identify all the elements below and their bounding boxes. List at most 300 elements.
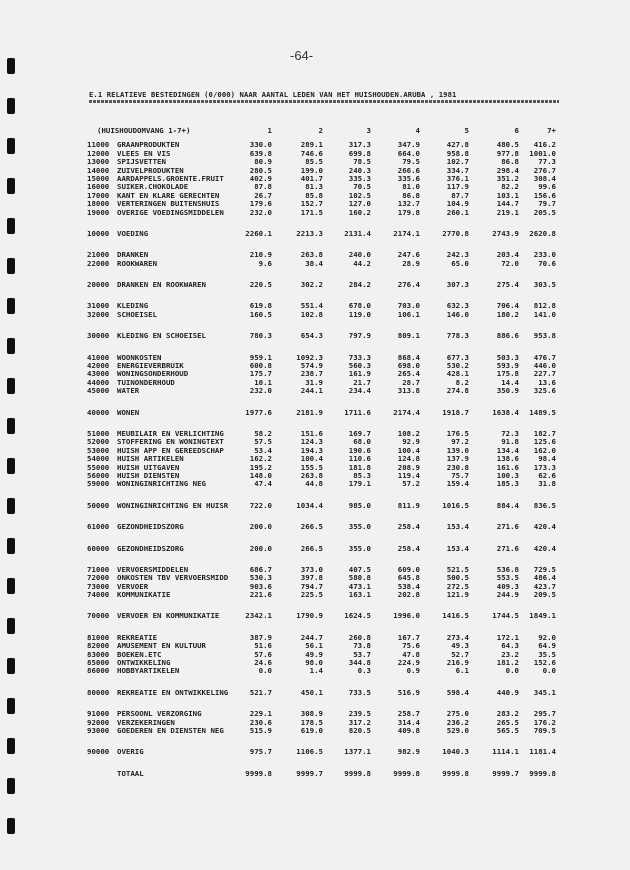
cell-value: 335.3 (348, 173, 371, 183)
cell-value: 224.9 (397, 658, 420, 668)
cell-value: 28.7 (402, 377, 420, 387)
cell-value: 179.8 (397, 207, 420, 217)
cell-value: 167.7 (397, 632, 420, 642)
cell-value: 387.9 (249, 632, 272, 642)
row-label: HUISH DIENSTEN (117, 470, 180, 480)
cell-value: 440.9 (496, 687, 519, 697)
cell-value: 258.4 (397, 522, 420, 532)
cell-value: 722.0 (249, 500, 272, 510)
row-code: 90000 (87, 747, 110, 757)
cell-value: 229.1 (249, 709, 272, 719)
cell-value: 664.0 (397, 148, 420, 158)
cell-value: 314.4 (397, 717, 420, 727)
column-header: 6 (514, 126, 519, 135)
cell-value: 1034.4 (296, 500, 323, 510)
row-code: 41000 (87, 352, 110, 362)
punch-hole-mark (7, 658, 15, 674)
cell-value: 171.5 (300, 207, 323, 217)
cell-value: 161.9 (348, 369, 371, 379)
row-code: 92000 (87, 717, 110, 727)
cell-value: 152.7 (300, 199, 323, 209)
cell-value: 200.0 (249, 543, 272, 553)
cell-value: 108.2 (397, 428, 420, 438)
row-label: GEZONDHEIDSZORG (117, 522, 184, 532)
cell-value: 175.7 (249, 369, 272, 379)
row-group (87, 332, 559, 340)
page-number: -64- (290, 48, 314, 63)
row-label: HUISH UITGAVEN (117, 462, 180, 472)
cell-value: 538.4 (397, 581, 420, 591)
cell-value: 263.8 (300, 470, 323, 480)
cell-value: 958.8 (446, 148, 469, 158)
cell-value: 244.7 (300, 632, 323, 642)
cell-value: 194.3 (300, 445, 323, 455)
cell-value: 56.1 (305, 641, 323, 651)
cell-value: 230.6 (249, 717, 272, 727)
cell-value: 423.7 (533, 581, 556, 591)
cell-value: 175.8 (496, 369, 519, 379)
cell-value: 486.4 (533, 573, 556, 583)
row-code: 50000 (87, 500, 110, 510)
cell-value: 593.9 (496, 361, 519, 371)
row-label: HOBBYARTIKELEN (117, 666, 180, 676)
cell-value: 729.5 (533, 564, 556, 574)
row-label: VERVOER EN KOMMUNIKATIE (117, 611, 220, 621)
cell-value: 276.4 (397, 280, 420, 290)
cell-value: 78.5 (353, 157, 371, 167)
row-label: GOEDEREN EN DIENSTEN NEG (117, 725, 224, 735)
cell-value: 232.0 (249, 386, 272, 396)
table-row (87, 230, 559, 238)
punch-hole-mark (7, 418, 15, 434)
row-code: 54000 (87, 454, 110, 464)
cell-value: 260.1 (446, 207, 469, 217)
cell-value: 2743.9 (492, 228, 519, 238)
cell-value: 159.4 (446, 479, 469, 489)
row-label: DRANKEN EN ROOKWAREN (117, 280, 206, 290)
cell-value: 265.5 (496, 717, 519, 727)
cell-value: 10.1 (254, 377, 272, 387)
cell-value: 227.7 (533, 369, 556, 379)
cell-value: 86.8 (402, 190, 420, 200)
cell-value: 162.0 (533, 445, 556, 455)
cell-value: 959.1 (249, 352, 272, 362)
cell-value: 420.4 (533, 522, 556, 532)
row-label: WONINGINRICHTING NEG (117, 479, 206, 489)
cell-value: 28.9 (402, 258, 420, 268)
cell-value: 85.5 (305, 157, 323, 167)
cell-value: 106.1 (397, 309, 420, 319)
cell-value: 427.8 (446, 140, 469, 150)
row-code: 43000 (87, 369, 110, 379)
cell-value: 274.8 (446, 386, 469, 396)
row-code: 31000 (87, 301, 110, 311)
cell-value: 733.3 (348, 352, 371, 362)
cell-value: 98.4 (538, 454, 556, 464)
punch-hole-mark (7, 458, 15, 474)
row-label: DRANKEN (117, 250, 149, 260)
row-label: AARDAPPELS.GROENTE.FRUIT (117, 173, 224, 183)
cell-value: 811.9 (397, 500, 420, 510)
cell-value: 1918.7 (442, 407, 469, 417)
punch-hole-mark (7, 378, 15, 394)
cell-value: 199.0 (300, 165, 323, 175)
cell-value: 132.7 (397, 199, 420, 209)
table-row (87, 281, 559, 289)
title-underline-divider (89, 100, 559, 103)
cell-value: 244.9 (496, 590, 519, 600)
cell-value: 313.8 (397, 386, 420, 396)
cell-value: 401.7 (300, 173, 323, 183)
row-group (87, 354, 559, 396)
column-header: 4 (415, 126, 420, 135)
cell-value: 79.5 (402, 157, 420, 167)
cell-value: 1092.3 (296, 352, 323, 362)
cell-value: 172.1 (496, 632, 519, 642)
cell-value: 283.2 (496, 709, 519, 719)
row-group (87, 281, 559, 289)
cell-value: 247.6 (397, 250, 420, 260)
cell-value: 161.6 (496, 462, 519, 472)
cell-value: 639.8 (249, 148, 272, 158)
cell-value: 242.3 (446, 250, 469, 260)
row-label: GEZONDHEIDSZORG (117, 543, 184, 553)
table-row (87, 574, 559, 582)
cell-value: 953.8 (533, 331, 556, 341)
cell-value: 373.0 (300, 564, 323, 574)
cell-value: 678.0 (348, 301, 371, 311)
cell-value: 820.5 (348, 725, 371, 735)
row-code: 86000 (87, 666, 110, 676)
cell-value: 632.3 (446, 301, 469, 311)
punch-hole-mark (7, 698, 15, 714)
cell-value: 289.1 (300, 140, 323, 150)
cell-value: 31.8 (538, 479, 556, 489)
cell-value: 57.5 (254, 437, 272, 447)
row-label: SCHOEISEL (117, 309, 158, 319)
cell-value: 102.8 (300, 309, 323, 319)
row-label: ONTWIKKELING (117, 658, 171, 668)
row-code: 18000 (87, 199, 110, 209)
row-label: VLEES EN VIS (117, 148, 171, 158)
table-row (87, 480, 559, 488)
cell-value: 100.4 (397, 445, 420, 455)
cell-value: 2131.4 (344, 228, 371, 238)
cell-value: 86.8 (501, 157, 519, 167)
table-row (87, 409, 559, 417)
row-group (87, 409, 559, 417)
cell-value: 203.4 (496, 250, 519, 260)
cell-value: 6.1 (455, 666, 469, 676)
cell-value: 982.9 (397, 747, 420, 757)
cell-value: 347.9 (397, 140, 420, 150)
cell-value: 156.6 (533, 190, 556, 200)
cell-value: 975.7 (249, 747, 272, 757)
cell-value: 553.5 (496, 573, 519, 583)
cell-value: 1114.1 (492, 747, 519, 757)
row-label: REKREATIE EN ONTWIKKELING (117, 687, 229, 697)
cell-value: 31.9 (305, 377, 323, 387)
cell-value: 102.5 (348, 190, 371, 200)
column-header: 5 (464, 126, 469, 135)
row-label: MEUBILAIR EN VERLICHTING (117, 428, 224, 438)
cell-value: 376.1 (446, 173, 469, 183)
row-code: 82000 (87, 641, 110, 651)
cell-value: 355.0 (348, 522, 371, 532)
cell-value: 162.2 (249, 454, 272, 464)
cell-value: 62.6 (538, 470, 556, 480)
row-group (87, 230, 559, 238)
cell-value: 110.6 (348, 454, 371, 464)
cell-value: 812.8 (533, 301, 556, 311)
cell-value: 794.7 (300, 581, 323, 591)
cell-value: 1.4 (309, 666, 323, 676)
table-row (87, 545, 559, 553)
cell-value: 2213.3 (296, 228, 323, 238)
cell-value: 234.4 (348, 386, 371, 396)
cell-value: 335.6 (397, 173, 420, 183)
column-header: 2 (318, 126, 323, 135)
cell-value: 202.8 (397, 590, 420, 600)
cell-value: 699.8 (348, 148, 371, 158)
cell-value: 677.3 (446, 352, 469, 362)
row-code: 40000 (87, 407, 110, 417)
row-label: KLEDING EN SCHOEISEL (117, 331, 206, 341)
cell-value: 836.5 (533, 500, 556, 510)
cell-value: 258.7 (397, 709, 420, 719)
row-code: 32000 (87, 309, 110, 319)
cell-value: 8.2 (455, 377, 469, 387)
row-code: 56000 (87, 470, 110, 480)
table-row (87, 770, 559, 778)
cell-value: 0.9 (406, 666, 420, 676)
cell-value: 706.4 (496, 301, 519, 311)
punch-hole-mark (7, 178, 15, 194)
cell-value: 609.0 (397, 564, 420, 574)
cell-value: 160.5 (249, 309, 272, 319)
table-row (87, 612, 559, 620)
row-label: PERSOONL VERZORGING (117, 709, 202, 719)
cell-value: 317.2 (348, 717, 371, 727)
row-label: ONKOSTEN TBV VERVOERSMIDD (117, 573, 229, 583)
cell-value: 686.7 (249, 564, 272, 574)
cell-value: 344.8 (348, 658, 371, 668)
cell-value: 190.6 (348, 445, 371, 455)
table-body (87, 141, 559, 778)
cell-value: 240.3 (348, 165, 371, 175)
cell-value: 181.8 (348, 462, 371, 472)
row-code: 74000 (87, 590, 110, 600)
row-label: BOEKEN.ETC (117, 649, 162, 659)
cell-value: 75.6 (402, 641, 420, 651)
cell-value: 65.0 (451, 258, 469, 268)
cell-value: 580.8 (348, 573, 371, 583)
cell-value: 273.4 (446, 632, 469, 642)
punch-hole-mark (7, 498, 15, 514)
cell-value: 271.6 (496, 522, 519, 532)
cell-value: 125.6 (533, 437, 556, 447)
cell-value: 81.3 (305, 182, 323, 192)
row-group (87, 523, 559, 531)
cell-value: 153.4 (446, 522, 469, 532)
cell-value: 73.8 (353, 641, 371, 651)
row-code: 42000 (87, 361, 110, 371)
cell-value: 103.1 (496, 190, 519, 200)
cell-value: 266.5 (300, 543, 323, 553)
cell-value: 244.1 (300, 386, 323, 396)
cell-value: 317.3 (348, 140, 371, 150)
cell-value: 182.7 (533, 428, 556, 438)
cell-value: 180.2 (496, 309, 519, 319)
cell-value: 210.9 (249, 250, 272, 260)
cell-value: 521.7 (249, 687, 272, 697)
cell-value: 303.5 (533, 280, 556, 290)
row-group (87, 566, 559, 600)
cell-value: 977.8 (496, 148, 519, 158)
row-label: ENERGIEVERBRUIK (117, 361, 184, 371)
cell-value: 298.4 (496, 165, 519, 175)
row-code: 44000 (87, 377, 110, 387)
cell-value: 1849.1 (529, 611, 556, 621)
cell-value: 64.3 (501, 641, 519, 651)
cell-value: 144.7 (496, 199, 519, 209)
row-group (87, 141, 559, 217)
table-row (87, 689, 559, 697)
cell-value: 219.1 (496, 207, 519, 217)
cell-value: 38.4 (305, 258, 323, 268)
row-code: 52000 (87, 437, 110, 447)
row-code: 20000 (87, 280, 110, 290)
cell-value: 173.3 (533, 462, 556, 472)
cell-value: 104.9 (446, 199, 469, 209)
cell-value: 1016.5 (442, 500, 469, 510)
punch-hole-mark (7, 258, 15, 274)
cell-value: 709.5 (533, 725, 556, 735)
cell-value: 49.3 (451, 641, 469, 651)
row-label: HUISH ARTIKELEN (117, 454, 184, 464)
cell-value: 271.6 (496, 543, 519, 553)
table-row (87, 332, 559, 340)
row-label: REKREATIE (117, 632, 158, 642)
cell-value: 416.2 (533, 140, 556, 150)
cell-value: 91.8 (501, 437, 519, 447)
row-code: 12000 (87, 148, 110, 158)
cell-value: 221.6 (249, 590, 272, 600)
punch-hole-mark (7, 818, 15, 834)
cell-value: 480.5 (496, 140, 519, 150)
cell-value: 239.5 (348, 709, 371, 719)
cell-value: 26.7 (254, 190, 272, 200)
cell-value: 0.0 (505, 666, 519, 676)
row-label: KLEDING (117, 301, 149, 311)
row-label: WONEN (117, 407, 140, 417)
cell-value: 284.2 (348, 280, 371, 290)
cell-value: 778.3 (446, 331, 469, 341)
cell-value: 119.0 (348, 309, 371, 319)
cell-value: 57.6 (254, 649, 272, 659)
cell-value: 185.3 (496, 479, 519, 489)
column-header: 1 (267, 126, 272, 135)
row-code: 71000 (87, 564, 110, 574)
cell-value: 44.8 (305, 479, 323, 489)
cell-value: 35.5 (538, 649, 556, 659)
row-code: 91000 (87, 709, 110, 719)
punch-hole-mark (7, 738, 15, 754)
row-code: 51000 (87, 428, 110, 438)
cell-value: 152.6 (533, 658, 556, 668)
cell-value: 102.7 (446, 157, 469, 167)
cell-value: 52.7 (451, 649, 469, 659)
row-label: SPIJSVETTEN (117, 157, 166, 167)
cell-value: 473.1 (348, 581, 371, 591)
row-code: 53000 (87, 445, 110, 455)
punch-hole-mark (7, 98, 15, 114)
cell-value: 127.0 (348, 199, 371, 209)
row-label: VERTERINGEN BUITENSHUIS (117, 199, 220, 209)
cell-value: 2174.1 (393, 228, 420, 238)
row-code: 80000 (87, 687, 110, 697)
cell-value: 308.4 (533, 173, 556, 183)
cell-value: 409.8 (397, 725, 420, 735)
row-label: WOONKOSTEN (117, 352, 162, 362)
cell-value: 148.0 (249, 470, 272, 480)
punch-hole-mark (7, 778, 15, 794)
cell-value: 330.0 (249, 140, 272, 150)
cell-value: 85.8 (305, 190, 323, 200)
cell-value: 0.3 (357, 666, 371, 676)
row-label: WONINGSONDERHOUD (117, 369, 189, 379)
row-code: 21000 (87, 250, 110, 260)
row-code: 10000 (87, 228, 110, 238)
cell-value: 886.6 (496, 331, 519, 341)
cell-value: 450.1 (300, 687, 323, 697)
table-row (87, 311, 559, 319)
cell-value: 179.1 (348, 479, 371, 489)
row-group (87, 302, 559, 319)
cell-value: 64.9 (538, 641, 556, 651)
cell-value: 77.3 (538, 157, 556, 167)
cell-value: 500.5 (446, 573, 469, 583)
cell-value: 141.0 (533, 309, 556, 319)
cell-value: 179.6 (249, 199, 272, 209)
cell-value: 295.7 (533, 709, 556, 719)
cell-value: 169.7 (348, 428, 371, 438)
table-row (87, 591, 559, 599)
cell-value: 163.1 (348, 590, 371, 600)
row-label: TOTAAL (117, 768, 144, 778)
cell-value: 355.0 (348, 543, 371, 553)
cell-value: 82.2 (501, 182, 519, 192)
row-label: ZUIVELPRODUKTEN (117, 165, 184, 175)
cell-value: 536.8 (496, 564, 519, 574)
cell-value: 619.0 (300, 725, 323, 735)
cell-value: 23.2 (501, 649, 519, 659)
punch-hole-mark (7, 618, 15, 634)
table-row (87, 209, 559, 217)
cell-value: 233.0 (533, 250, 556, 260)
punch-hole-mark (7, 58, 15, 74)
cell-value: 903.6 (249, 581, 272, 591)
cell-value: 1744.5 (492, 611, 519, 621)
cell-value: 236.2 (446, 717, 469, 727)
cell-value: 9.6 (258, 258, 272, 268)
cell-value: 645.8 (397, 573, 420, 583)
cell-value: 121.9 (446, 590, 469, 600)
table-row (87, 748, 559, 756)
row-label: WONINGINRICHTING EN HUISR (117, 500, 229, 510)
cell-value: 698.0 (397, 361, 420, 371)
cell-value: 351.2 (496, 173, 519, 183)
